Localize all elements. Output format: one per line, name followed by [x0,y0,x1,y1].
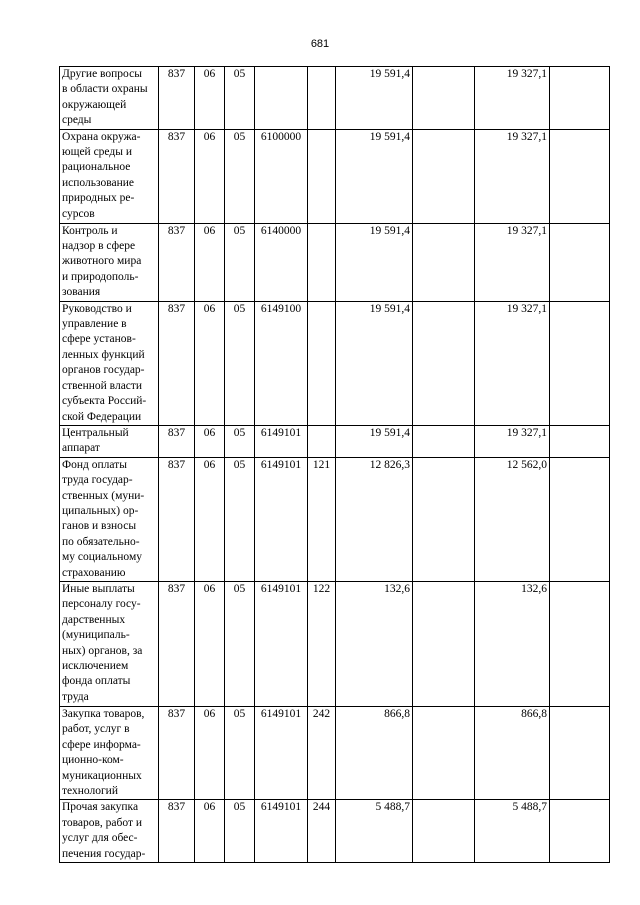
expense-name-line: ленных функций [62,348,145,361]
table-row [60,301,610,425]
expense-name-line: в области охраны [62,83,148,96]
amount-2-cell: 19 327,1 [475,425,550,457]
expense-type-cell [308,425,336,457]
empty-cell [550,457,610,581]
expense-name-cell [60,800,159,863]
expense-name-line: ственной власти [62,379,143,392]
budget-table [59,66,610,863]
table-row [60,706,610,799]
ministry-code-cell: 837 [159,129,195,223]
empty-cell [413,457,475,581]
ministry-code-cell: 837 [159,800,195,863]
expense-name-line: окружающей [62,98,127,111]
table-row [60,457,610,581]
amount-2-cell: 5 488,7 [475,800,550,863]
empty-cell [550,223,610,301]
section-code-cell: 06 [195,800,225,863]
subsection-code-cell: 05 [225,223,255,301]
target-article-cell: 6100000 [255,129,308,223]
amount-2-cell: 19 327,1 [475,223,550,301]
expense-name-line: надзор в сфере [62,240,136,253]
empty-cell [550,301,610,425]
expense-name-cell [60,581,159,706]
expense-name-line: услуг для обес- [62,832,138,845]
expense-name-line: Другие вопросы [62,68,142,80]
expense-type-cell: 121 [308,457,336,581]
target-article-cell: 6149101 [255,800,308,863]
empty-cell [550,706,610,799]
expense-name-line: труда [62,690,89,703]
empty-cell [550,425,610,457]
expense-name-line: муникационных [62,769,142,782]
amount-2-cell: 19 327,1 [475,67,550,130]
amount-2-cell: 866,8 [475,706,550,799]
expense-name-line: и природополь- [62,270,139,283]
amount-1-cell: 12 826,3 [336,457,413,581]
ministry-code-cell: 837 [159,301,195,425]
expense-type-cell: 122 [308,581,336,706]
expense-name-line: ющей среды и [62,146,132,159]
subsection-code-cell: 05 [225,800,255,863]
expense-name-line: ципальных) ор- [62,504,139,517]
expense-name-line: использование [62,176,135,189]
expense-name-line: работ, услуг в [62,723,130,736]
ministry-code-cell: 837 [159,457,195,581]
expense-name-line: персоналу госу- [62,598,141,611]
expense-name-line: ных) органов, за [62,644,143,657]
expense-name-cell [60,67,159,130]
expense-name-line: природных ре- [62,192,135,205]
expense-name-line: Охрана окружа- [62,130,141,143]
section-code-cell: 06 [195,581,225,706]
empty-cell [413,67,475,130]
expense-name-line: (муниципаль- [62,629,130,642]
table-row [60,129,610,223]
empty-cell [550,67,610,130]
target-article-cell [255,67,308,130]
amount-2-cell: 132,6 [475,581,550,706]
expense-name-line: Контроль и [62,224,118,237]
section-code-cell: 06 [195,301,225,425]
expense-name-cell [60,425,159,457]
amount-2-cell: 19 327,1 [475,129,550,223]
empty-cell [413,581,475,706]
empty-cell [413,223,475,301]
amount-1-cell: 19 591,4 [336,301,413,425]
amount-1-cell: 19 591,4 [336,67,413,130]
amount-2-cell: 12 562,0 [475,457,550,581]
empty-cell [413,425,475,457]
expense-name-line: субъекта Россий- [62,395,147,408]
section-code-cell: 06 [195,223,225,301]
expense-name-line: сфере информа- [62,738,141,751]
amount-1-cell: 132,6 [336,581,413,706]
expense-name-line: сфере установ- [62,333,136,346]
target-article-cell: 6149101 [255,706,308,799]
expense-type-cell [308,67,336,130]
expense-name-line: по обязательно- [62,535,140,548]
expense-type-cell: 244 [308,800,336,863]
expense-name-line: ционно-ком- [62,754,124,767]
empty-cell [550,129,610,223]
subsection-code-cell: 05 [225,301,255,425]
ministry-code-cell: 837 [159,425,195,457]
amount-1-cell: 19 591,4 [336,223,413,301]
expense-name-line: Центральный [62,426,129,439]
empty-cell [413,301,475,425]
expense-name-line: Иные выплаты [62,582,135,595]
empty-cell [413,129,475,223]
amount-1-cell: 19 591,4 [336,129,413,223]
expense-name-line: Фонд оплаты [62,458,127,471]
expense-name-line: дарственных [62,613,126,626]
target-article-cell: 6149101 [255,457,308,581]
expense-name-line: ственных (муни- [62,489,145,502]
expense-name-line: животного мира [62,255,142,268]
expense-name-line: товаров, работ и [62,816,143,829]
expense-name-line: управление в [62,318,127,331]
expense-name-line: Закупка товаров, [62,707,145,720]
expense-name-line: аппарат [62,442,100,455]
expense-name-line: Прочая закупка [62,801,139,814]
expense-name-line: зования [62,286,101,299]
ministry-code-cell: 837 [159,706,195,799]
section-code-cell: 06 [195,425,225,457]
table-row [60,800,610,863]
ministry-code-cell: 837 [159,223,195,301]
table-body [60,67,610,863]
expense-name-line: печения государ- [62,847,146,860]
expense-type-cell: 242 [308,706,336,799]
expense-name-line: сурсов [62,207,95,220]
amount-1-cell: 866,8 [336,706,413,799]
section-code-cell: 06 [195,67,225,130]
expense-name-line: Руководство и [62,302,132,315]
ministry-code-cell: 837 [159,67,195,130]
expense-type-cell [308,129,336,223]
expense-name-line: среды [62,114,92,127]
expense-name-line: ской Федерации [62,410,142,423]
target-article-cell: 6149101 [255,581,308,706]
section-code-cell: 06 [195,706,225,799]
expense-name-cell [60,301,159,425]
expense-name-line: исключением [62,660,129,672]
expense-name-cell [60,223,159,301]
expense-name-cell [60,457,159,581]
target-article-cell: 6149101 [255,425,308,457]
amount-1-cell: 5 488,7 [336,800,413,863]
expense-name-line: рациональное [62,161,131,174]
section-code-cell: 06 [195,457,225,581]
amount-2-cell: 19 327,1 [475,301,550,425]
expense-name-line: фонда оплаты [62,675,131,688]
table-row [60,67,610,130]
expense-name-cell [60,129,159,223]
expense-name-line: му социальному [62,551,142,564]
expense-type-cell [308,301,336,425]
subsection-code-cell: 05 [225,67,255,130]
expense-name-line: страхованию [62,566,126,579]
subsection-code-cell: 05 [225,581,255,706]
subsection-code-cell: 05 [225,457,255,581]
amount-1-cell: 19 591,4 [336,425,413,457]
section-code-cell: 06 [195,129,225,223]
page-number: 681 [310,38,330,50]
ministry-code-cell: 837 [159,581,195,706]
expense-name-cell [60,706,159,799]
expense-type-cell [308,223,336,301]
empty-cell [550,800,610,863]
empty-cell [413,800,475,863]
subsection-code-cell: 05 [225,706,255,799]
subsection-code-cell: 05 [225,129,255,223]
target-article-cell: 6140000 [255,223,308,301]
subsection-code-cell: 05 [225,425,255,457]
expense-name-line: органов государ- [62,364,145,377]
empty-cell [413,706,475,799]
table-row [60,581,610,706]
target-article-cell: 6149100 [255,301,308,425]
table-row [60,425,610,457]
empty-cell [550,581,610,706]
expense-name-line: технологий [62,785,118,797]
table-row [60,223,610,301]
expense-name-line: ганов и взносы [62,520,137,533]
expense-name-line: труда государ- [62,474,133,487]
